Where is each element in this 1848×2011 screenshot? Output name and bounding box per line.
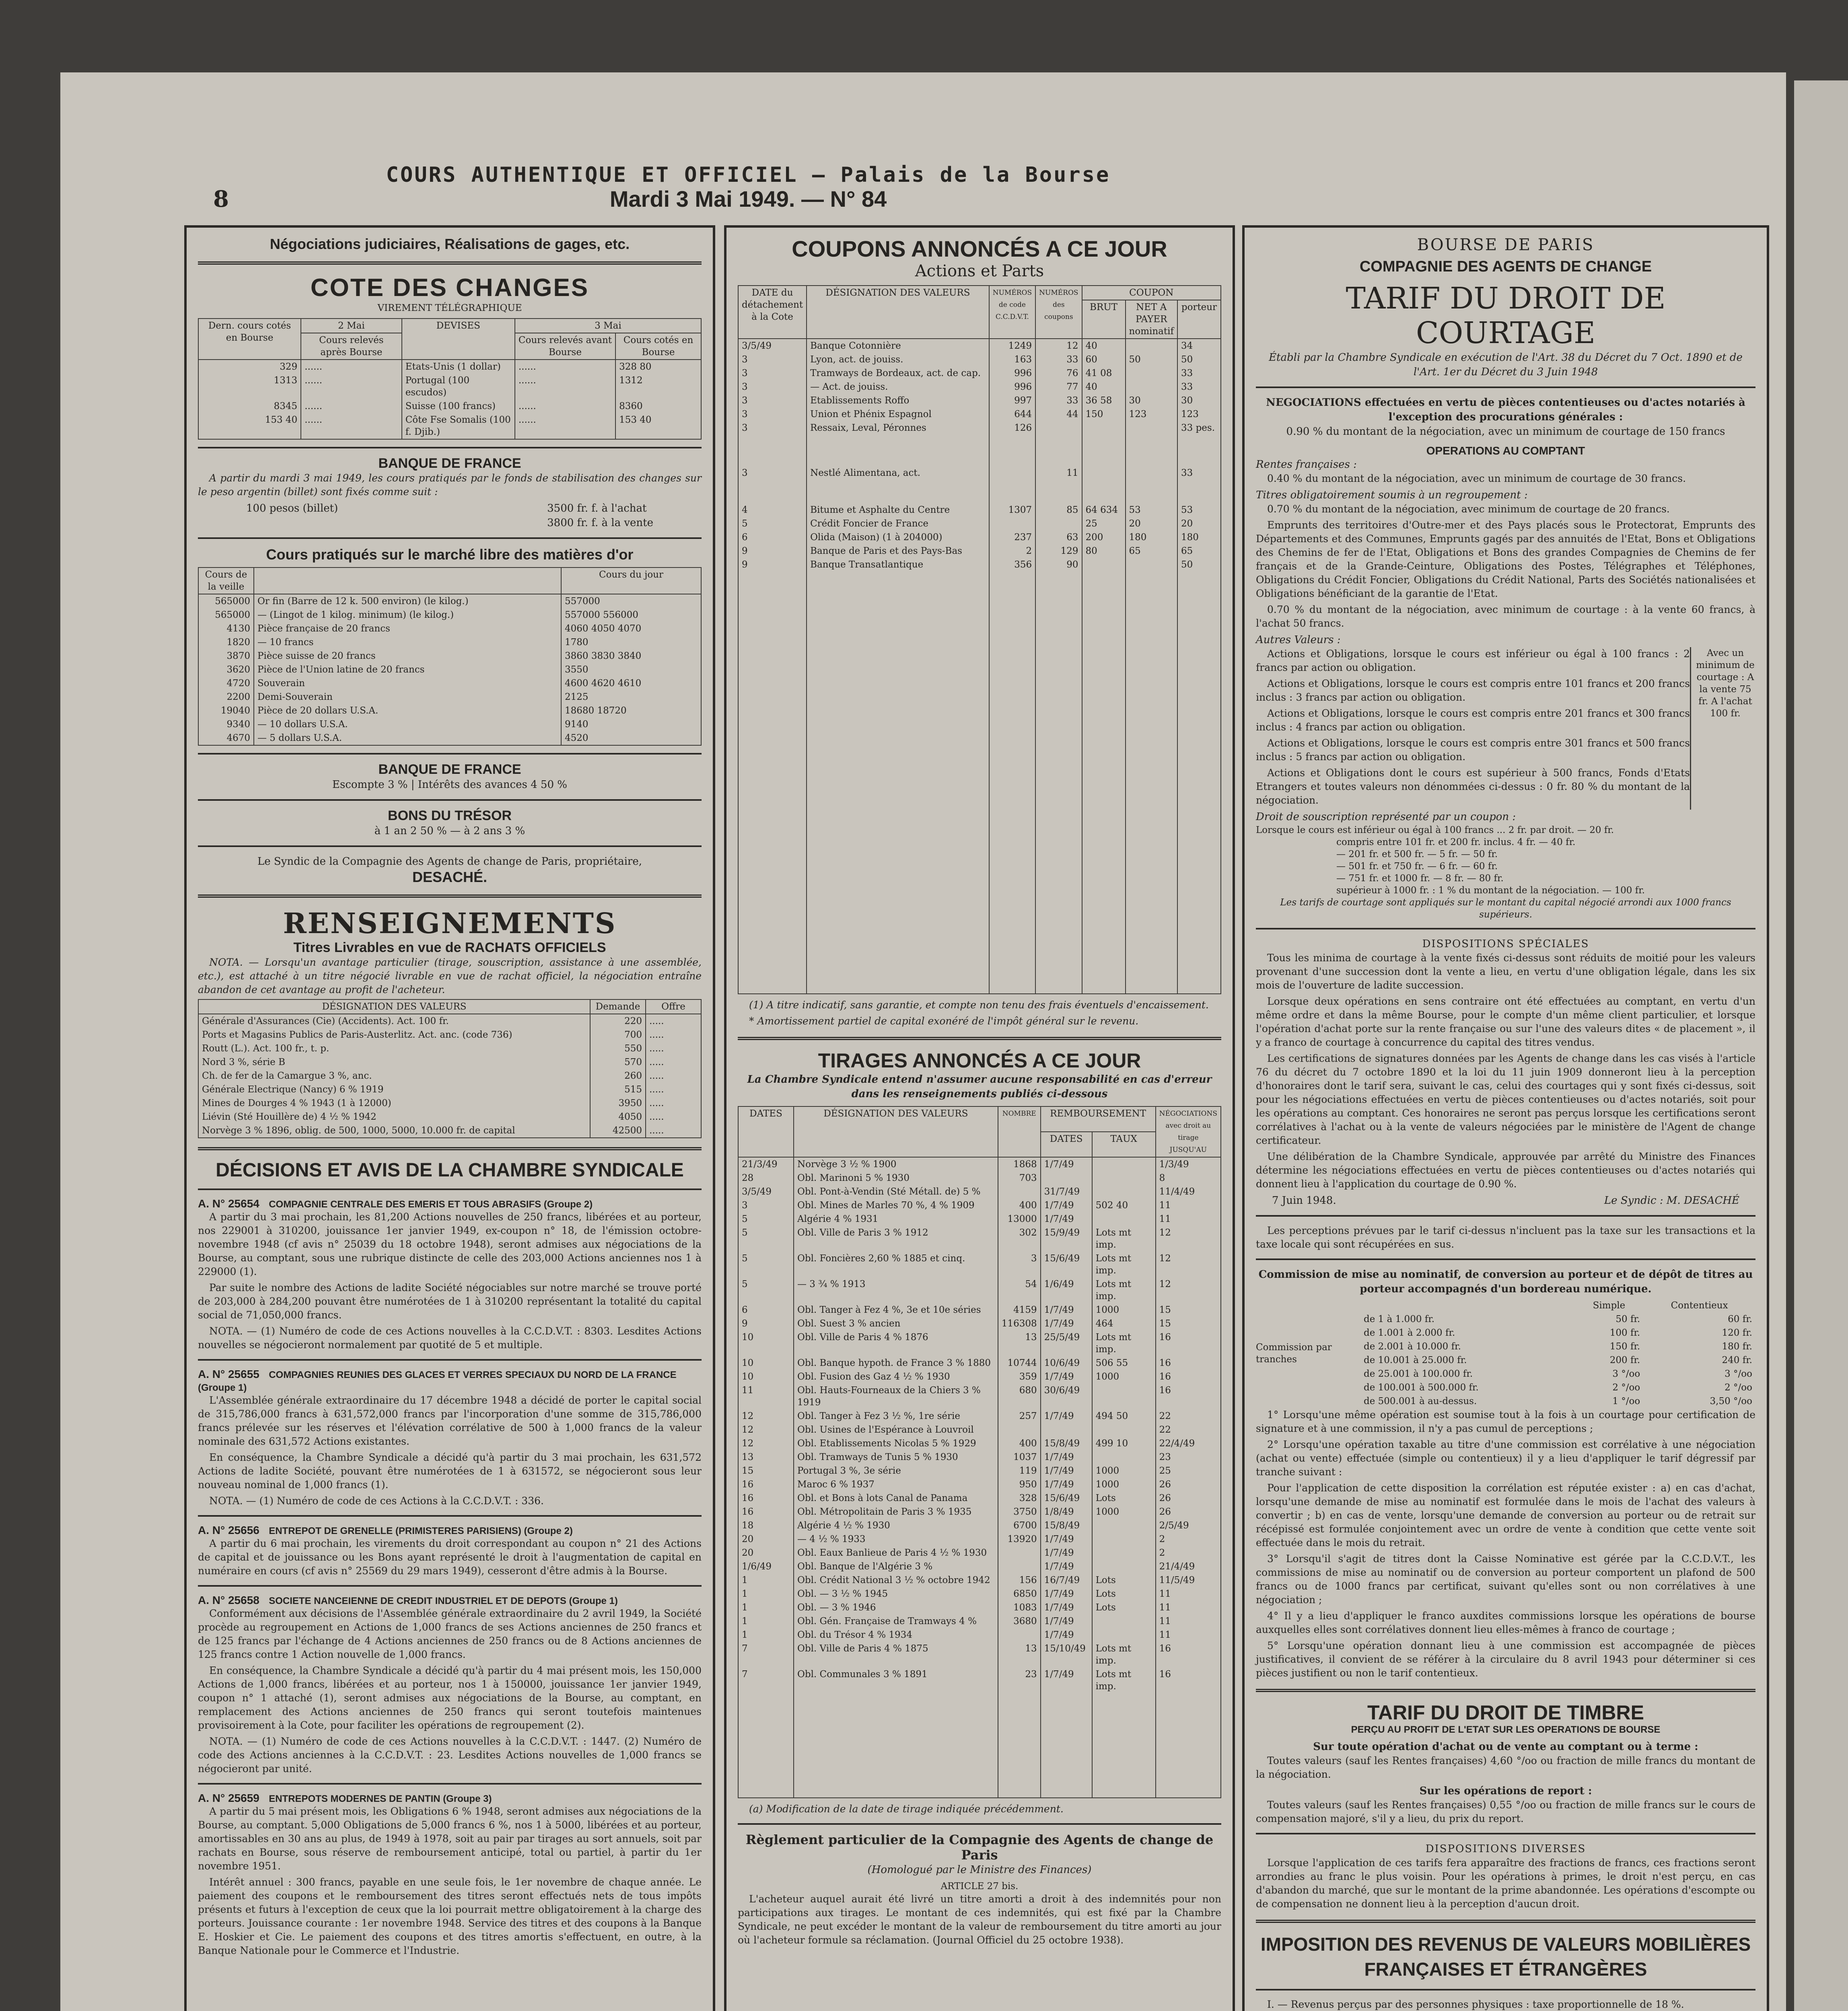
table-row: 13 Obl. Tramways de Tunis 5 % 1930 1037 1/7/49 23: [738, 1450, 1221, 1464]
table-row: 16 Obl. et Bons à lots Canal de Panama 328 15/6/49 Lots 26: [738, 1491, 1221, 1505]
table-row: 16 Obl. Métropolitain de Paris 3 % 1935 3750 1/8/49 1000 26: [738, 1505, 1221, 1519]
timbre-comptant-label: Sur toute opération d'achat ou de vente au comptant ou à terme :: [1313, 1741, 1698, 1753]
tirages-header-rdates: DATES: [1041, 1132, 1092, 1157]
minimum-courtage: Avec un minimum de courtage : A la vente 75 fr. A l'achat 100 fr.: [1690, 647, 1755, 810]
signature-name: Le Syndic : M. DESACHÉ: [1604, 1195, 1739, 1207]
table-row: 20 — 4 ½ % 1933 13920 1/7/49 2: [738, 1532, 1221, 1546]
list-item: Une délibération de la Chambre Syndicale, approuvée par arrêté du Ministre des Finances détermine les négociations effectuées en vertu de pièces contentieuses ou d'actes notariés qui donnent lieu à l'application du courtage de 0.90 %.: [1256, 1151, 1755, 1190]
table-row: 9 Obl. Suest 3 % ancien 116308 1/7/49 464 15: [738, 1317, 1221, 1330]
commission-header-contentieux: Contentieux: [1671, 1300, 1728, 1311]
tirages-header-dates: DATES: [738, 1106, 794, 1157]
table-row: 3870 Pièce suisse de 20 francs 3860 3830 3840: [198, 649, 701, 663]
timbre-subtitle: PERÇU AU PROFIT DE L'ETAT SUR LES OPERATIONS DE BOURSE: [1351, 1724, 1661, 1735]
table-row: Ports et Magasins Publics de Paris-Austerlitz. Act. anc. (code 736) 700 .....: [198, 1028, 701, 1042]
dispositions-speciales-title: DISPOSITIONS SPÉCIALES: [1422, 938, 1589, 950]
list-item: Actions et Obligations dont le cours est supérieur à 500 francs, Fonds d'Etats Etrangers et toutes valeurs non dénommées ci-dessus : 0 fr. 80 % du montant de la négociation.: [1256, 767, 1690, 806]
negociations-contentieuses: NEGOCIATIONS effectuées en vertu de pièces contentieuses ou d'actes notariés à l'exception des procurations générales :: [1266, 397, 1745, 423]
list-item: 3° Lorsqu'il s'agit de titres dont la Caisse Nominative est gérée par la C.C.D.V.T., les commissions de mise au nominatif ou de conversion au porteur comportent un plafond de 500 francs ou de 1000 francs par certificat, suivant qu'elles sont ou non corrélatives à une négociation ;: [1256, 1553, 1755, 1606]
table-row: 153 40 ...... Côte Fse Somalis (100 f. Djib.) ...... 153 40: [198, 413, 701, 439]
timbre-report-text: Toutes valeurs (sauf les Rentes françaises) 0,55 °/oo ou fraction de mille francs sur le cours de compensation majoré, s'il y a lieu, du prix du report.: [1256, 1799, 1755, 1824]
changes-header-date2: 3 Mai: [515, 319, 701, 333]
rachats-table: [198, 999, 702, 1138]
rentes-text: 0.40 % du montant de la négociation, avec un minimum de courtage de 30 francs.: [1267, 473, 1686, 484]
list-item: Actions et Obligations, lorsque le cours est inférieur ou égal à 100 francs : 2 francs par action ou obligation.: [1256, 648, 1690, 673]
operations-comptant-title: OPERATIONS AU COMPTANT: [1426, 444, 1585, 457]
changes-table: [198, 318, 702, 440]
coupons-header-nominatif: nominatif: [1129, 326, 1174, 337]
table-row: 19040 Pièce de 20 dollars U.S.A. 18680 18720: [198, 704, 701, 718]
table-row: 4670 — 5 dollars U.S.A. 4520: [198, 731, 701, 745]
list-item: — 501 fr. et 750 fr. — 6 fr. — 60 fr.: [1336, 861, 1498, 872]
rentes-label: Rentes françaises :: [1256, 459, 1357, 471]
decision-item: A. N° 25655 COMPAGNIES REUNIES DES GLACES ET VERRES SPECIAUX DU NORD DE LA FRANCE (Groupe 1) L'Assemblée générale extraordinaire du 17 décembre 1948 a décidé de porter le capital social de 315,786,000 francs à 631,572,000 francs par l'incorporation d'une somme de 315,786,000 francs prélevée sur les réserves et l'élévation corrélative de 500 à 1,000 francs de la valeur nominale des 631,572 Actions existantes. En conséquence, la Chambre Syndicale a décidé qu'à partir du 3 mai prochain, les 631,572 Actions de ladite Société, pouvant être numérotées de 1 à 631572, se négocieront sous leur nouveau nominal de 1,000 francs (1). NOTA. — (1) Numéro de code de ces Actions à la C.C.D.V.T. : 336.: [198, 1368, 702, 1507]
or-header-veille: Cours de la veille: [198, 568, 254, 594]
reglement-title: Règlement particulier de la Compagnie des Agents de change de Paris: [745, 1832, 1214, 1863]
table-row: 1 Obl. — 3 ½ % 1945 6850 1/7/49 Lots 11: [738, 1587, 1221, 1601]
negociations-rate: 0.90 % du montant de la négociation, avec un minimum de courtage de 150 francs: [1286, 426, 1725, 438]
table-row: 1313 ...... Portugal (100 escudos) ...... 1312: [198, 374, 701, 399]
decision-item: A. N° 25656 ENTREPOT DE GRENELLE (PRIMISTERES PARISIENS) (Groupe 2) A partir du 6 mai prochain, les virements du droit correspondant au coupon n° 21 des Actions de capital et de jouissance ou les Bons ayant représenté le droit à l'augmentation de capital en numéraire en cours (cf avis n° 25569 du 29 mars 1949), cesseront d'être admis à la Bourse.: [198, 1524, 702, 1577]
changes-header-prev: Dern. cours cotés en Bourse: [198, 319, 301, 360]
table-row: 5 Obl. Ville de Paris 3 % 1912 302 15/9/49 Lots mt imp. 12: [738, 1226, 1221, 1252]
tirages-title: TIRAGES ANNONCÉS A CE JOUR: [818, 1049, 1141, 1072]
table-row: 10 Obl. Banque hypoth. de France 3 % 1880 10744 10/6/49 506 55 16: [738, 1356, 1221, 1370]
table-row: 3 — Act. de jouiss. 996 77 40 33: [738, 380, 1221, 394]
table-row: 21/3/49 Norvège 3 ½ % 1900 1868 1/7/49 1/3/49: [738, 1157, 1221, 1171]
list-item: Pour l'application de cette disposition la corrélation est réputée exister : a) en cas d'achat, lorsqu'une demande de mise au nominatif est formulée dans le mois de l'achat des valeurs à convertir ; b) en cas de vente, lorsqu'une demande de conversion au porteur ou de retrait sur récépissé est formulée conjointement avec un ordre de vente à condition que cette vente soit effectuée dans le mois du retrait.: [1256, 1482, 1755, 1548]
changes-header-devises: DEVISES: [402, 319, 515, 360]
list-item: 1° Lorsqu'une même opération est soumise tout à la fois à un courtage pour certification de signature et à une commission, il n'y a pas cumul de perceptions ;: [1256, 1409, 1755, 1434]
table-row: de 100.001 à 500.000 fr. 2 °/oo 2 °/oo: [1364, 1382, 1752, 1393]
coupons-table: DATE du détachement à la Cote DÉSIGNATION DES VALEURS NUMÉROS de code C.C.D.V.T. NUMÉROS des coupons COUPON BRUT NET A PAYER nominatif porteur 3/5/49 Banque Cotonnière 1249 12 40 34 3 Lyon, act. de jouiss. 163 33 60 50 50 3 Tramways de Bordeaux, act. de cap. 996 76 41 08 33 3 — Act. de jouiss. 996 77 40 33 3 Etablissements Roffo 997 33 36 58 30 30 3 Union et Phénix Espagnol 644 44 150 123 123 3 Ressaix, Leval, Péronnes 126 33 pes. 3 Nestlé Alimentana, act. 11 33 4 Bitume et Asphalte du Centre 1307 85 64 634 53 53 5 Crédit Foncier de France 25 20 20 6 Olida (Maison) (1 à 204000) 237 63 200 180 180 9 Banque de Paris et des Pays-Bas 2 129 80 65 65 9 Banque Transatlantique 356 90 50: [738, 285, 1221, 994]
changes-header-date1: 2 Mai: [301, 319, 401, 333]
imposition-title: IMPOSITION DES REVENUS DE VALEURS MOBILIÈRES FRANÇAISES ET ÉTRANGÈRES: [1260, 1934, 1751, 1980]
list-item: compris entre 101 fr. et 200 fr. inclus. 4 fr. — 40 fr.: [1336, 837, 1576, 847]
table-row: de 500.001 à au-dessus. 1 °/oo 3,50 °/oo: [1364, 1396, 1752, 1406]
commission-title: Commission de mise au nominatif, de conversion au porteur et de dépôt de titres au porteur accompagnés d'un bordereau numérique.: [1258, 1269, 1753, 1295]
cote-des-changes-subtitle: VIREMENT TÉLÉGRAPHIQUE: [377, 303, 522, 313]
table-row: 8345 ...... Suisse (100 francs) ...... 8360: [198, 399, 701, 413]
list-item: — 201 fr. et 500 fr. — 5 fr. — 50 fr.: [1336, 849, 1498, 860]
table-row: de 25.001 à 100.000 fr. 3 °/oo 3 °/oo: [1364, 1369, 1752, 1379]
table-row: 28 Obl. Marinoni 5 % 1930 703 8: [738, 1171, 1221, 1185]
syndic-line: Le Syndic de la Compagnie des Agents de change de Paris, propriétaire,: [257, 855, 642, 868]
table-row: 3 Etablissements Roffo 997 33 36 58 30 30: [738, 394, 1221, 407]
tarif-courtage-title: TARIF DU DROIT DE COURTAGE: [1346, 281, 1666, 350]
coupons-note-1: (1) A titre indicatif, sans garantie, et compte non tenu des frais éventuels d'encaissement.: [749, 999, 1209, 1011]
table-row: 10 Obl. Ville de Paris 4 % 1876 13 25/5/49 Lots mt imp. 16: [738, 1330, 1221, 1356]
list-item: Tous les minima de courtage à la vente fixés ci-dessus sont réduits de moitié pour les valeurs provenant d'une succession dont la vente a lieu, en vertu d'une obligation légale, dans les six mois de l'ouverture de ladite succession.: [1256, 952, 1755, 991]
souscription-label: Droit de souscription représenté par un coupon :: [1256, 811, 1516, 823]
reglement-subtitle: (Homologué par le Ministre des Finances): [867, 1864, 1092, 1876]
table-row: 6 Olida (Maison) (1 à 204000) 237 63 200 180 180: [738, 531, 1221, 544]
renseignements-nota: NOTA. — Lorsqu'un avantage particulier (tirage, souscription, assistance à une assemblée, etc.), est attaché à un titre négocié livrable en vue de rachat officiel, la négociation entraîne abandon de cet avantage au profit de l'acheteur.: [198, 956, 702, 995]
table-row: 5 Crédit Foncier de France 25 20 20: [738, 517, 1221, 531]
table-row: 3/5/49 Obl. Pont-à-Vendin (Sté Métall. de) 5 % 31/7/49 11/4/49: [738, 1185, 1221, 1199]
table-row: 9340 — 10 dollars U.S.A. 9140: [198, 718, 701, 731]
banque-de-france-title: BANQUE DE FRANCE: [378, 456, 521, 471]
negociations-judiciaires-title: Négociations judiciaires, Réalisations de gages, etc.: [270, 236, 630, 252]
page-header-date: Mardi 3 Mai 1949. — N° 84: [609, 186, 887, 212]
dispositions-diverses-title: DISPOSITIONS DIVERSES: [1425, 1843, 1586, 1855]
table-row: 1 Obl. Crédit National 3 ½ % octobre 1942 156 16/7/49 Lots 11/5/49: [738, 1573, 1221, 1587]
table-row: de 2.001 à 10.000 fr. 150 fr. 180 fr.: [1364, 1341, 1752, 1352]
table-row: 4130 Pièce française de 20 francs 4060 4050 4070: [198, 622, 701, 635]
bons-du-tresor-title: BONS DU TRÉSOR: [388, 808, 512, 823]
bons-du-tresor-line: à 1 an 2 50 % — à 2 ans 3 %: [374, 825, 525, 837]
dispositions-diverses-text: Lorsque l'application de ces tarifs fera apparaître des fractions de francs, ces fractions seront arrondies au franc le plus voisin. Pour les opérations à primes, le droit n'est perçu, en cas d'abandon du marché, que sur le montant de la prime abandonnée. Les opérations d'escompte ou de compensation ne donnent lieu à la perception d'aucun droit.: [1256, 1857, 1755, 1910]
signature-date: 7 Juin 1948.: [1272, 1195, 1336, 1207]
coupons-header-date: DATE du détachement à la Cote: [738, 286, 807, 339]
tirages-subtitle: La Chambre Syndicale entend n'assumer aucune responsabilité en cas d'erreur dans les renseignements publiés ci-dessous: [747, 1073, 1212, 1100]
table-row: 6 Obl. Tanger à Fez 4 %, 3e et 10e séries 4159 1/7/49 1000 15: [738, 1303, 1221, 1317]
changes-header-releves-avant: Cours relevés avant Bourse: [515, 333, 615, 360]
coupons-header-coupons: NUMÉROS des coupons: [1035, 286, 1082, 339]
tirages-table: [738, 1106, 1221, 1798]
table-row: Norvège 3 % 1896, oblig. de 500, 1000, 5000, 10.000 fr. de capital 42500 .....: [198, 1124, 701, 1138]
list-item: supérieur à 1000 fr. : 1 % du montant de la négociation. — 100 fr.: [1336, 885, 1645, 896]
table-row: 11 Obl. Hauts-Fourneaux de la Chiers 3 % 1919 680 30/6/49 16: [738, 1384, 1221, 1409]
tirages-note: (a) Modification de la date de tirage indiquée précédemment.: [749, 1803, 1064, 1815]
tarif-courtage-subtitle: Établi par la Chambre Syndicale en exécution de l'Art. 38 du Décret du 7 Oct. 1890 et de l'Art. 1er du Décret du 3 Juin 1948: [1269, 352, 1743, 378]
table-row: 1 Obl. du Trésor 4 % 1934 1/7/49 11: [738, 1628, 1221, 1642]
table-row: 9 Banque Transatlantique 356 90 50: [738, 558, 1221, 572]
syndic-name: DESACHÉ.: [412, 869, 488, 885]
autres-label: Autres Valeurs :: [1256, 634, 1341, 646]
coupons-header-code: NUMÉROS de code C.C.D.V.T.: [989, 286, 1035, 339]
table-row: 7 Obl. Communales 3 % 1891 23 1/7/49 Lots mt imp. 16: [738, 1668, 1221, 1693]
page-number: 8: [213, 186, 229, 212]
list-item: Lorsque deux opérations en sens contraire ont été effectuées au comptant, en vertu d'un même ordre et dans la même Bourse, pour le compte d'un même client particulier, et lorsque l'opération d'achat porte sur la rente française ou sur l'une des valeurs dites « de placement », il y a franco de courtage à concurrence du capital des titres vendus.: [1256, 995, 1755, 1048]
renseignements-subtitle: Titres Livrables en vue de RACHATS OFFICIELS: [293, 940, 606, 955]
list-item: — 751 fr. et 1000 fr. — 8 fr. — 80 fr.: [1336, 873, 1504, 884]
table-row: Mines de Dourges 4 % 1943 (1 à 12000) 3950 .....: [198, 1096, 701, 1110]
table-row: 12 Obl. Etablissements Nicolas 5 % 1929 400 15/8/49 499 10 22/4/49: [738, 1437, 1221, 1450]
compagnie-title: COMPAGNIE DES AGENTS DE CHANGE: [1359, 258, 1652, 275]
timbre-title: TARIF DU DROIT DE TIMBRE: [1367, 1701, 1644, 1724]
rachats-header-offre: Offre: [646, 999, 701, 1014]
right-column: [1242, 225, 1769, 2011]
changes-header-cotes: Cours cotés en Bourse: [615, 333, 701, 360]
tirages-header-taux: TAUX: [1092, 1132, 1156, 1157]
table-row: 3 Nestlé Alimentana, act. 11 33: [738, 435, 1221, 480]
commission-label: Commission par tranches: [1256, 1342, 1332, 1365]
or-header-jour: Cours du jour: [561, 568, 701, 594]
timbre-report-label: Sur les opérations de report :: [1419, 1785, 1592, 1797]
table-row: de 1.001 à 2.000 fr. 100 fr. 120 fr.: [1364, 1328, 1752, 1338]
changes-header-releves-apres: Cours relevés après Bourse: [301, 333, 401, 360]
coupons-header-brut: BRUT: [1082, 300, 1126, 339]
emprunts-text: Emprunts des territoires d'Outre-mer et des Pays placés sous le Protectorat, Emprunts des Départements et des Communes, Emprunts gagés par des annuités de l'Etat, Bons et Obligations des Chemins de fer de l'Etat, Obligations et Bons des grandes Compagnies de Chemins de fer français et de la Grande-Ceinture, Obligations des Postes, Télégraphes et Téléphones, Obligations du Crédit Foncier, Obligations du Crédit National, Parts des Sociétés nationalisées et Obligations bénéficiant de la garantie de l'Etat.: [1256, 519, 1755, 599]
list-item: Lorsque le cours est inférieur ou égal à 100 francs ... 2 fr. par droit. — 20 fr.: [1256, 825, 1614, 835]
list-item: Actions et Obligations, lorsque le cours est compris entre 101 francs et 200 francs inclus : 3 francs par action ou obligation.: [1256, 678, 1690, 703]
bourse-de-paris: BOURSE DE PARIS: [1417, 236, 1595, 254]
escompte-line: Escompte 3 % | Intérêts des avances 4 50 %: [332, 779, 567, 791]
list-item: 4° Il y a lieu d'appliquer le franco auxdites commissions lorsque les opérations de bourse auxquelles elles sont corrélatives donnent lieu elles-mêmes à franco de courtage ;: [1256, 1610, 1755, 1635]
coupons-header-porteur: porteur: [1177, 300, 1221, 339]
banque-de-france-escompte-title: BANQUE DE FRANCE: [378, 762, 521, 777]
peso-vente: 3800 fr. f. à la vente: [547, 517, 653, 529]
reglement-text: L'acheteur auquel aurait été livré un titre amorti a droit à des indemnités pour non participations aux tirages. Le montant de ces indemnités, qui est fixé par la Chambre Syndicale, ne peut excéder le montant de la valeur de remboursement du titre amorti au jour où l'acheteur formule sa réclamation. (Journal Officiel du 25 octobre 1938).: [738, 1893, 1221, 1946]
table-row: 9 Banque de Paris et des Pays-Bas 2 129 80 65 65: [738, 544, 1221, 558]
timbre-comptant-text: Toutes valeurs (sauf les Rentes françaises) 4,60 °/oo ou fraction de mille francs du montant de la négociation.: [1256, 1755, 1755, 1780]
decision-item: A. N° 25654 COMPAGNIE CENTRALE DES EMERIS ET TOUS ABRASIFS (Groupe 2) A partir du 3 mai prochain, les 81,200 Actions nouvelles de 250 francs, libérées et au porteur, nos 229001 à 310200, jouissance 1er janvier 1949, ex-coupon n° 18, de l'émission octobre-novembre 1948 (cf avis n° 25039 du 18 octobre 1948), seront admises aux négociations de la Bourse, au comptant, sous une rubrique distincte de celle des 203,000 Actions anciennes nos 1 à 229000 (1). Par suite le nombre des Actions de ladite Société négociables sur notre marché se trouve porté de 203,000 à 284,200 pouvant être numérotées de 1 à 310200 représentant la totalité du capital social de 71,050,000 francs. NOTA. — (1) Numéro de code de ces Actions nouvelles à la C.C.D.V.T. : 8303. Lesdites Actions nouvelles se négocieront normalement par quotité de 5 et multiple.: [198, 1197, 702, 1351]
renseignements-title: RENSEIGNEMENTS: [283, 907, 617, 940]
list-item: I. — Revenus perçus par des personnes physiques : taxe proportionnelle de 18 %.: [1267, 1999, 1684, 2010]
tirages-header-desig: DÉSIGNATION DES VALEURS: [794, 1106, 998, 1157]
left-column: [184, 225, 715, 2011]
list-item: 5° Lorsqu'une opération donnant lieu à une commission est accompagnée de pièces justificatives, il convient de se référer à la circulaire du 8 avril 1943 pour déterminer si ces pièces justifient ou non le tarif contentieux.: [1256, 1640, 1755, 1679]
list-item: 2° Lorsqu'une opération taxable au titre d'une commission est corrélative à une négociation (achat ou vente) effectuée (simple ou contentieux) il y a lieu d'appliquer le tarif dégressif par tranche suivant :: [1256, 1439, 1755, 1478]
table-row: 15 Portugal 3 %, 3e série 119 1/7/49 1000 25: [738, 1464, 1221, 1478]
table-row: Générale d'Assurances (Cie) (Accidents). Act. 100 fr. 220 .....: [198, 1014, 701, 1028]
banque-de-france-text: A partir du mardi 3 mai 1949, les cours pratiqués par le fonds de stabilisation des changes sur le peso argentin (billet) sont fixés comme suit :: [198, 472, 702, 498]
table-row: 329 ...... Etats-Unis (1 dollar) ...... 328 80: [198, 360, 701, 374]
or-table: [198, 567, 702, 746]
table-row: Nord 3 %, série B 570 .....: [198, 1055, 701, 1069]
table-row: 3 Lyon, act. de jouiss. 163 33 60 50 50: [738, 353, 1221, 366]
coupons-subtitle: Actions et Parts: [915, 262, 1044, 280]
table-row: Liévin (Sté Houillère de) 4 ½ % 1942 4050 .....: [198, 1110, 701, 1124]
table-row: 7 Obl. Ville de Paris 4 % 1875 13 15/10/49 Lots mt imp. 16: [738, 1642, 1221, 1668]
coupons-note-2: * Amortissement partiel de capital exonéré de l'impôt général sur le revenu.: [749, 1015, 1139, 1027]
list-item: Actions et Obligations, lorsque le cours est compris entre 301 francs et 500 francs inclus : 5 francs par action ou obligation.: [1256, 737, 1690, 763]
table-row: Ch. de fer de la Camargue 3 %, anc. 260 .....: [198, 1069, 701, 1083]
perceptions-note: Les perceptions prévues par le tarif ci-dessus n'incluent pas la taxe sur les transactions et la taxe locale qui sont récupérées en sus.: [1256, 1225, 1755, 1250]
table-row: de 10.001 à 25.000 fr. 200 fr. 240 fr.: [1364, 1355, 1752, 1365]
table-row: 565000 — (Lingot de 1 kilog. minimum) (le kilog.) 557000 556000: [198, 608, 701, 622]
table-row: 1 Obl. Gén. Française de Tramways 4 % 3680 1/7/49 11: [738, 1614, 1221, 1628]
table-row: 2200 Demi-Souverain 2125: [198, 690, 701, 704]
decision-item: A. N° 25659 ENTREPOTS MODERNES DE PANTIN (Groupe 3) A partir du 5 mai présent mois, les Obligations 6 % 1948, seront admises aux négociations de la Bourse, au comptant. 5,000 Obligations de 5,000 francs 6 %, nos 1 à 5000, libérées et au porteur, amortissables en 30 ans au plus, de 1949 à 1978, soit au pair par tirages au sort annuels, soit par rachats en Bourse, sous réserve de remboursement anticipé, total ou partiel, à partir du 1er novembre 1951. Intérêt annuel : 300 francs, payable en une seule fois, le 1er novembre de chaque année. Le paiement des coupons et le remboursement des titres seront effectués nets de tous impôts présents et futurs à l'exception de ceux que la loi pourrait mettre obligatoirement à la charge des porteurs. Jouissance courante : 1er novembre 1948. Service des titres et des coupons à la Banque E. Hoskier et Cie. Le paiement des coupons et des titres amortis s'effectuent, en outre, à la Banque Nationale pour le Commerce et l'Industrie.: [198, 1792, 702, 1956]
peso-label: 100 pesos (billet): [246, 502, 338, 514]
table-row: 10 Obl. Fusion des Gaz 4 ½ % 1930 359 1/7/49 1000 16: [738, 1370, 1221, 1384]
table-row: 3 Union et Phénix Espagnol 644 44 150 123 123: [738, 407, 1221, 421]
tirages-header-nombre: NOMBRE: [998, 1106, 1041, 1157]
table-row: 12 Obl. Tanger à Fez 3 ½ %, 1re série 257 1/7/49 494 50 22: [738, 1409, 1221, 1423]
rachats-header-desig: DÉSIGNATION DES VALEURS: [198, 999, 590, 1014]
tirages-header-remb: REMBOURSEMENT: [1041, 1106, 1156, 1132]
table-row: 5 — 3 ¾ % 1913 54 1/6/49 Lots mt imp. 12: [738, 1277, 1221, 1303]
table-row: 4720 Souverain 4600 4620 4610: [198, 677, 701, 690]
list-item: Les certifications de signatures données par les Agents de change dans les cas visés à l'article 76 du décret du 7 octobre 1890 et la loi du 11 juin 1909 donneront lieu à la perception d'honoraires dont le tarif sera, suivant le cas, celui des courtages qui y sont fixés ci-dessus, soit pour les négociations effectuées en vertu de pièces contentieuses ou d'actes notariés, soit pour les opérations au comptant. Ces honoraires ne seront pas perçus lorsque les certifications seront corrélatives à l'achat ou à la vente de valeurs négociées par le ministère de l'Agent de change certificateur.: [1256, 1053, 1755, 1146]
table-row: 3 Obl. Mines de Marles 70 %, 4 % 1909 400 1/7/49 502 40 11: [738, 1199, 1221, 1212]
commission-table: [1360, 1299, 1755, 1408]
middle-column: [724, 225, 1235, 2011]
reglement-article: ARTICLE 27 bis.: [940, 1881, 1019, 1892]
decision-item: A. N° 25658 SOCIETE NANCEIENNE DE CREDIT INDUSTRIEL ET DE DEPOTS (Groupe 1) Conformément aux décisions de l'Assemblée générale extraordinaire du 2 avril 1949, la Société procède au regroupement en Actions de 1,000 francs de ses Actions anciennes de 250 francs et de 125 francs par l'échange de 4 Actions anciennes de 250 francs ou de 8 Actions anciennes de 125 francs contre 1 Action nouvelle de 1,000 francs. En conséquence, la Chambre Syndicale a décidé qu'à partir du 4 mai présent mois, les 150,000 Actions de 1,000 francs, libérées et au porteur, nos 1 à 150000, jouissance 1er janvier 1949, coupon n° 1 attaché (1), seront admises aux négociations de la Bourse, au comptant, en remplacement des Actions anciennes de 250 francs qui seront toutefois maintenues provisoirement à la Cote, pour faciliter les opérations de regroupement (2). NOTA. — (1) Numéro de code de ces Actions nouvelles à la C.C.D.V.T. : 1447. (2) Numéro de code des Actions anciennes à la C.C.D.V.T. : 23. Lesdites Actions nouvelles de 1,000 francs se négocieront par unité.: [198, 1594, 702, 1775]
emprunts-rate: 0.70 % du montant de la négociation, avec minimum de courtage : à la vente 60 francs, à l'achat 50 francs.: [1256, 604, 1755, 629]
coupons-header-coupon: COUPON: [1082, 286, 1221, 300]
table-row: 565000 Or fin (Barre de 12 k. 500 environ) (le kilog.) 557000: [198, 594, 701, 608]
table-row: Routt (L.). Act. 100 fr., t. p. 550 .....: [198, 1042, 701, 1055]
table-row: de 1 à 1.000 fr. 50 fr. 60 fr.: [1364, 1314, 1752, 1324]
list-item: Actions et Obligations, lorsque le cours est compris entre 201 francs et 300 francs inclus : 4 francs par action ou obligation.: [1256, 707, 1690, 733]
titres-label: Titres obligatoirement soumis à un regroupement :: [1256, 489, 1528, 501]
peso-achat: 3500 fr. f. à l'achat: [547, 502, 647, 514]
adjacent-page-edge: [1794, 80, 1848, 2011]
table-row: Générale Electrique (Nancy) 6 % 1919 515 .....: [198, 1083, 701, 1096]
table-row: 4 Bitume et Asphalte du Centre 1307 85 64 634 53 53: [738, 480, 1221, 517]
titres-text: 0.70 % du montant de la négociation, avec minimum de courtage de 20 francs.: [1267, 503, 1670, 515]
table-row: 5 Algérie 4 % 1931 13000 1/7/49 11: [738, 1212, 1221, 1226]
table-row: 18 Algérie 4 ½ % 1930 6700 15/8/49 2/5/49: [738, 1519, 1221, 1532]
matieres-or-title: Cours pratiqués sur le marché libre des matières d'or: [266, 546, 634, 563]
coupons-header-desig: DÉSIGNATION DES VALEURS: [807, 286, 989, 339]
table-row: 20 Obl. Eaux Banlieue de Paris 4 ½ % 1930 1/7/49 2: [738, 1546, 1221, 1560]
table-row: 3/5/49 Banque Cotonnière 1249 12 40 34: [738, 339, 1221, 353]
commission-header-simple: Simple: [1593, 1300, 1626, 1311]
table-row: 1/6/49 Obl. Banque de l'Algérie 3 % 1/7/49 21/4/49: [738, 1560, 1221, 1573]
table-row: 1 Obl. — 3 % 1946 1083 1/7/49 Lots 11: [738, 1601, 1221, 1614]
table-row: 3 Ressaix, Leval, Péronnes 126 33 pes.: [738, 421, 1221, 435]
table-row: 3620 Pièce de l'Union latine de 20 francs 3550: [198, 663, 701, 677]
page-header-title: COURS AUTHENTIQUE ET OFFICIEL — Palais de la Bourse: [386, 163, 1111, 187]
coupons-title: COUPONS ANNONCÉS A CE JOUR: [792, 236, 1167, 261]
decisions-title: DÉCISIONS ET AVIS DE LA CHAMBRE SYNDICALE: [216, 1160, 684, 1181]
tirages-header-nego: NÉGOCIATIONS avec droit au tirage JUSQU'AU: [1156, 1106, 1221, 1157]
table-row: 12 Obl. Usines de l'Espérance à Louvroil 22: [738, 1423, 1221, 1437]
rachats-header-demande: Demande: [590, 999, 646, 1014]
table-row: 3 Tramways de Bordeaux, act. de cap. 996 76 41 08 33: [738, 366, 1221, 380]
table-row: 5 Obl. Foncières 2,60 % 1885 et cinq. 3 15/6/49 Lots mt imp. 12: [738, 1252, 1221, 1277]
table-row: 16 Maroc 6 % 1937 950 1/7/49 1000 26: [738, 1478, 1221, 1491]
cote-des-changes-title: COTE DES CHANGES: [310, 274, 589, 302]
souscription-note: Les tarifs de courtage sont appliqués sur le montant du capital négocié arrondi aux 1000 francs supérieurs.: [1280, 897, 1731, 920]
table-row: 1820 — 10 francs 1780: [198, 635, 701, 649]
